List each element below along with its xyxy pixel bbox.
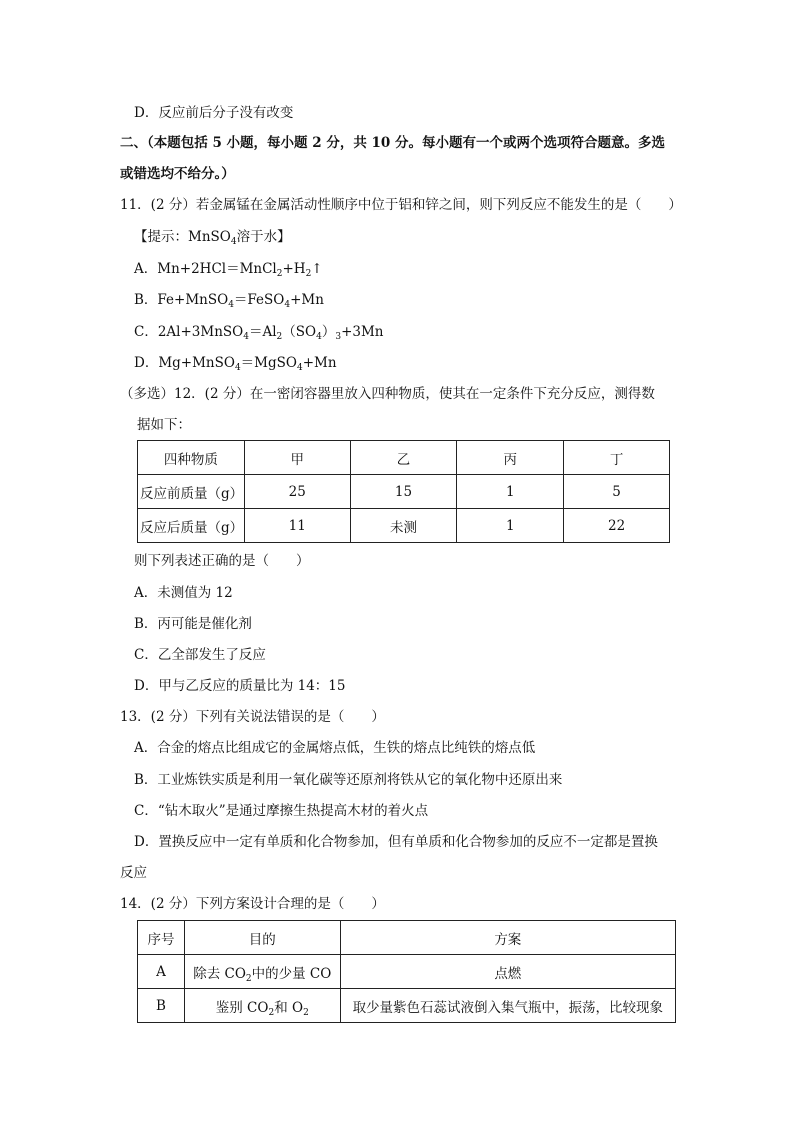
q12-option-b: B．丙可能是催化剂 bbox=[134, 616, 252, 632]
q13-stem: 13．(2 分）下列有关说法错误的是（ ） bbox=[120, 709, 385, 725]
q12-option-d: D．甲与乙反应的质量比为 14：15 bbox=[134, 678, 346, 694]
table-cell: 11 bbox=[244, 509, 350, 543]
q12-option-c: C．乙全部发生了反应 bbox=[134, 647, 266, 663]
table-row bbox=[138, 509, 670, 543]
table-cell: 乙 bbox=[350, 441, 457, 475]
table-cell: 反应后质量（g） bbox=[138, 509, 245, 543]
q13-option-d-cont: 反应 bbox=[120, 865, 147, 881]
table-cell: 目的 bbox=[184, 921, 340, 955]
q12-question: 则下列表述正确的是（ ） bbox=[134, 553, 310, 569]
q11-stem: 11．(2 分）若金属锰在金属活动性顺序中位于铝和锌之间，则下列反应不能发生的是（ ） bbox=[120, 197, 682, 213]
q11-option-b: B．Fe+MnSO$_4$＝FeSO$_4$+Mn bbox=[134, 292, 324, 310]
table-cell: 1 bbox=[457, 475, 564, 509]
q13-option-d: D．置换反应中一定有单质和化合物参加，但有单质和化合物参加的反应不一定都是置换 bbox=[134, 834, 658, 850]
q12-data-table bbox=[137, 440, 670, 543]
table-cell: 反应前质量（g） bbox=[138, 475, 245, 509]
table-row bbox=[138, 989, 676, 1023]
q13-option-b: B．工业炼铁实质是利用一氧化碳等还原剂将铁从它的氧化物中还原出来 bbox=[134, 772, 563, 788]
section2-heading-line2: 或错选均不给分。） bbox=[120, 166, 235, 182]
table-cell: 序号 bbox=[138, 921, 185, 955]
table-cell: 甲 bbox=[244, 441, 350, 475]
table-row bbox=[138, 955, 676, 989]
table-cell: B bbox=[138, 989, 185, 1023]
q11-hint: 【提示：MnSO$_4$溶于水】 bbox=[134, 229, 291, 247]
table-cell: 点燃 bbox=[340, 955, 675, 989]
table-row bbox=[138, 475, 670, 509]
table-cell: 1 bbox=[457, 509, 564, 543]
table-cell: 15 bbox=[350, 475, 457, 509]
section2-heading-line1: 二、（本题包括 5 小题，每小题 2 分，共 10 分。每小题有一个或两个选项符合题意。多选 bbox=[120, 135, 666, 151]
q12-option-a: A．未测值为 12 bbox=[134, 585, 233, 601]
table-header-row bbox=[138, 441, 670, 475]
q12-stem-cont: 据如下： bbox=[137, 417, 191, 433]
q11-option-a: A．$Mn+2HCl=MnCl_2+H_2↑$ bbox=[134, 261, 323, 279]
table-cell: 取少量紫色石蕊试液倒入集气瓶中，振荡，比较现象 bbox=[340, 989, 675, 1023]
table-cell: 未测 bbox=[350, 509, 457, 543]
table-cell: 除去 $CO_2$中的少量 CO bbox=[184, 955, 340, 989]
table-cell: 四种物质 bbox=[138, 441, 245, 475]
q14-stem: 14．(2 分）下列方案设计合理的是（ ） bbox=[120, 896, 385, 912]
table-cell: 5 bbox=[564, 475, 670, 509]
q13-option-c: C．“钻木取火”是通过摩擦生热提高木材的着火点 bbox=[134, 803, 429, 819]
q11-option-d: D．Mg+MnSO$_4$＝MgSO$_4$+Mn bbox=[134, 355, 337, 373]
table-cell: 丙 bbox=[457, 441, 564, 475]
table-cell: A bbox=[138, 955, 185, 989]
table-cell: 22 bbox=[564, 509, 670, 543]
table-cell: 25 bbox=[244, 475, 350, 509]
table-cell: 丁 bbox=[564, 441, 670, 475]
q11-option-c: C．$2Al+3MnSO_4=Al_2(SO_4)_3+3Mn$ bbox=[134, 324, 384, 342]
q10-option-d: D．反应前后分子没有改变 bbox=[134, 105, 294, 121]
table-cell: 鉴别 $CO_2$和 $O_2$ bbox=[184, 989, 340, 1023]
q12-stem: （多选）12．(2 分）在一密闭容器里放入四种物质，使其在一定条件下充分反应，测得数 bbox=[120, 386, 655, 402]
q13-option-a: A．合金的熔点比组成它的金属熔点低，生铁的熔点比纯铁的熔点低 bbox=[134, 740, 536, 756]
table-header-row bbox=[138, 921, 676, 955]
q14-plan-table bbox=[137, 920, 676, 1023]
table-cell: 方案 bbox=[340, 921, 675, 955]
